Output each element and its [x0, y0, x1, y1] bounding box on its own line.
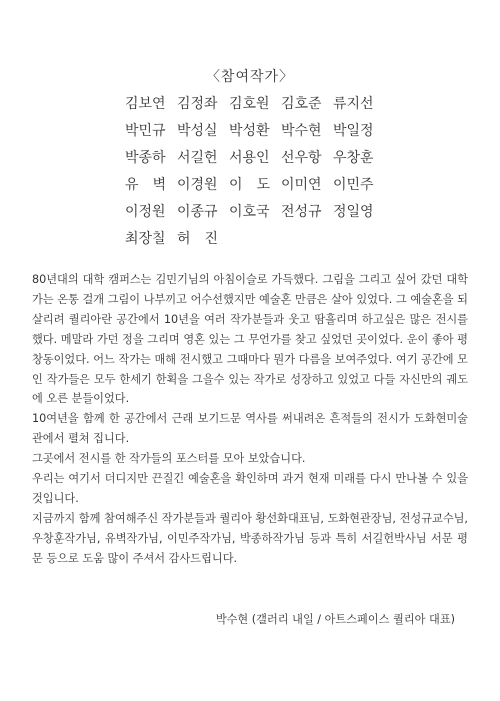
artist-name: 서용인 — [229, 150, 270, 166]
statement-paragraph: 그곳에서 전시를 한 작가들의 포스터를 모아 보았습니다. — [32, 452, 306, 466]
artist-name: 정일영 — [333, 204, 374, 220]
artist-name: 최장칠 — [125, 231, 166, 247]
artist-name: 유 벽 — [125, 177, 167, 193]
artist-name: 이호국 — [229, 204, 270, 220]
artist-name: 박성환 — [229, 123, 270, 139]
artist-name: 우창훈 — [333, 150, 374, 166]
artist-name: 이 도 — [229, 177, 271, 193]
artist-name: 박일정 — [333, 123, 374, 139]
artist-name: 박종하 — [125, 150, 166, 166]
author-signature: 박수현 (갤러리 내일 / 아트스페이스 퀄리아 대표) — [215, 613, 455, 626]
artist-name: 류지선 — [333, 96, 374, 112]
statement-paragraph: 10여년을 함께 한 공간에서 근래 보기드문 역사를 써내려온 흔적들의 전시가 도화현미술관에서 펼쳐 집니다. — [32, 412, 468, 446]
artist-name: 김보연 — [125, 96, 166, 112]
artist-name: 이종규 — [177, 204, 218, 220]
artist-name: 이민주 — [333, 177, 374, 193]
artist-name: 김호준 — [281, 96, 322, 112]
artist-name: 박민규 — [125, 123, 166, 139]
artist-name: 선우항 — [281, 150, 322, 166]
statement-paragraph: 우리는 여기서 더디지만 끈질긴 예술혼을 확인하며 과거 현재 미래를 다시 만나볼 수 있을 것입니다. — [32, 472, 468, 505]
artist-list — [125, 93, 385, 250]
artist-name: 김정좌 — [177, 96, 218, 112]
artist-name: 이경원 — [177, 177, 218, 193]
statement-paragraph: 80년대의 대학 캠퍼스는 김민기님의 아침이슬로 가득했다. 그림을 그리고 싶어 갔던 대학가는 온통 걸개 그림이 나부끼고 어수선했지만 예술혼 만큼은 살아 있었다. 그 예술혼을 되살리려 퀄리아란 공간에서 10년을 여러 작가분들과 웃고 땀흘리며 하고싶은 많은 전시를 했다. 메말라 가던 정을 그리며 영혼 있는 그 무언가를 찾고 싶었던 곳이었다. 운이 좋아 평창동이었다. 어느 작가는 매해 전시했고 그때마다 뭔가 다름을 보여주었다. 여기 공간에 모인 작가들은 모두 한세기 한획을 그을수 있는 작가로 성장하고 있었고 다들 자신만의 궤도에 오른 분들이었다. — [32, 273, 468, 406]
artist-name: 박수현 — [281, 123, 322, 139]
artist-name: 전성규 — [281, 204, 322, 220]
participating-artists-heading: 〈참여작가〉 — [205, 69, 295, 85]
artist-name: 서길헌 — [177, 150, 218, 166]
statement-text — [32, 270, 468, 569]
artist-name: 박성실 — [177, 123, 218, 139]
artist-name: 김호원 — [229, 96, 270, 112]
artist-name: 이정원 — [125, 204, 166, 220]
artist-name: 이미연 — [281, 177, 322, 193]
statement-paragraph: 지금까지 함께 참여해주신 작가분들과 퀄리아 황선화대표님, 도화현관장님, 전성규교수님, 우창훈작가님, 유벽작가님, 이민주작가님, 박종하작가님 등과 특히 서길헌박사님 서문 평문 등으로 도움 많이 주셔서 감사드립니다. — [32, 511, 468, 565]
artist-name: 허 진 — [177, 231, 219, 247]
